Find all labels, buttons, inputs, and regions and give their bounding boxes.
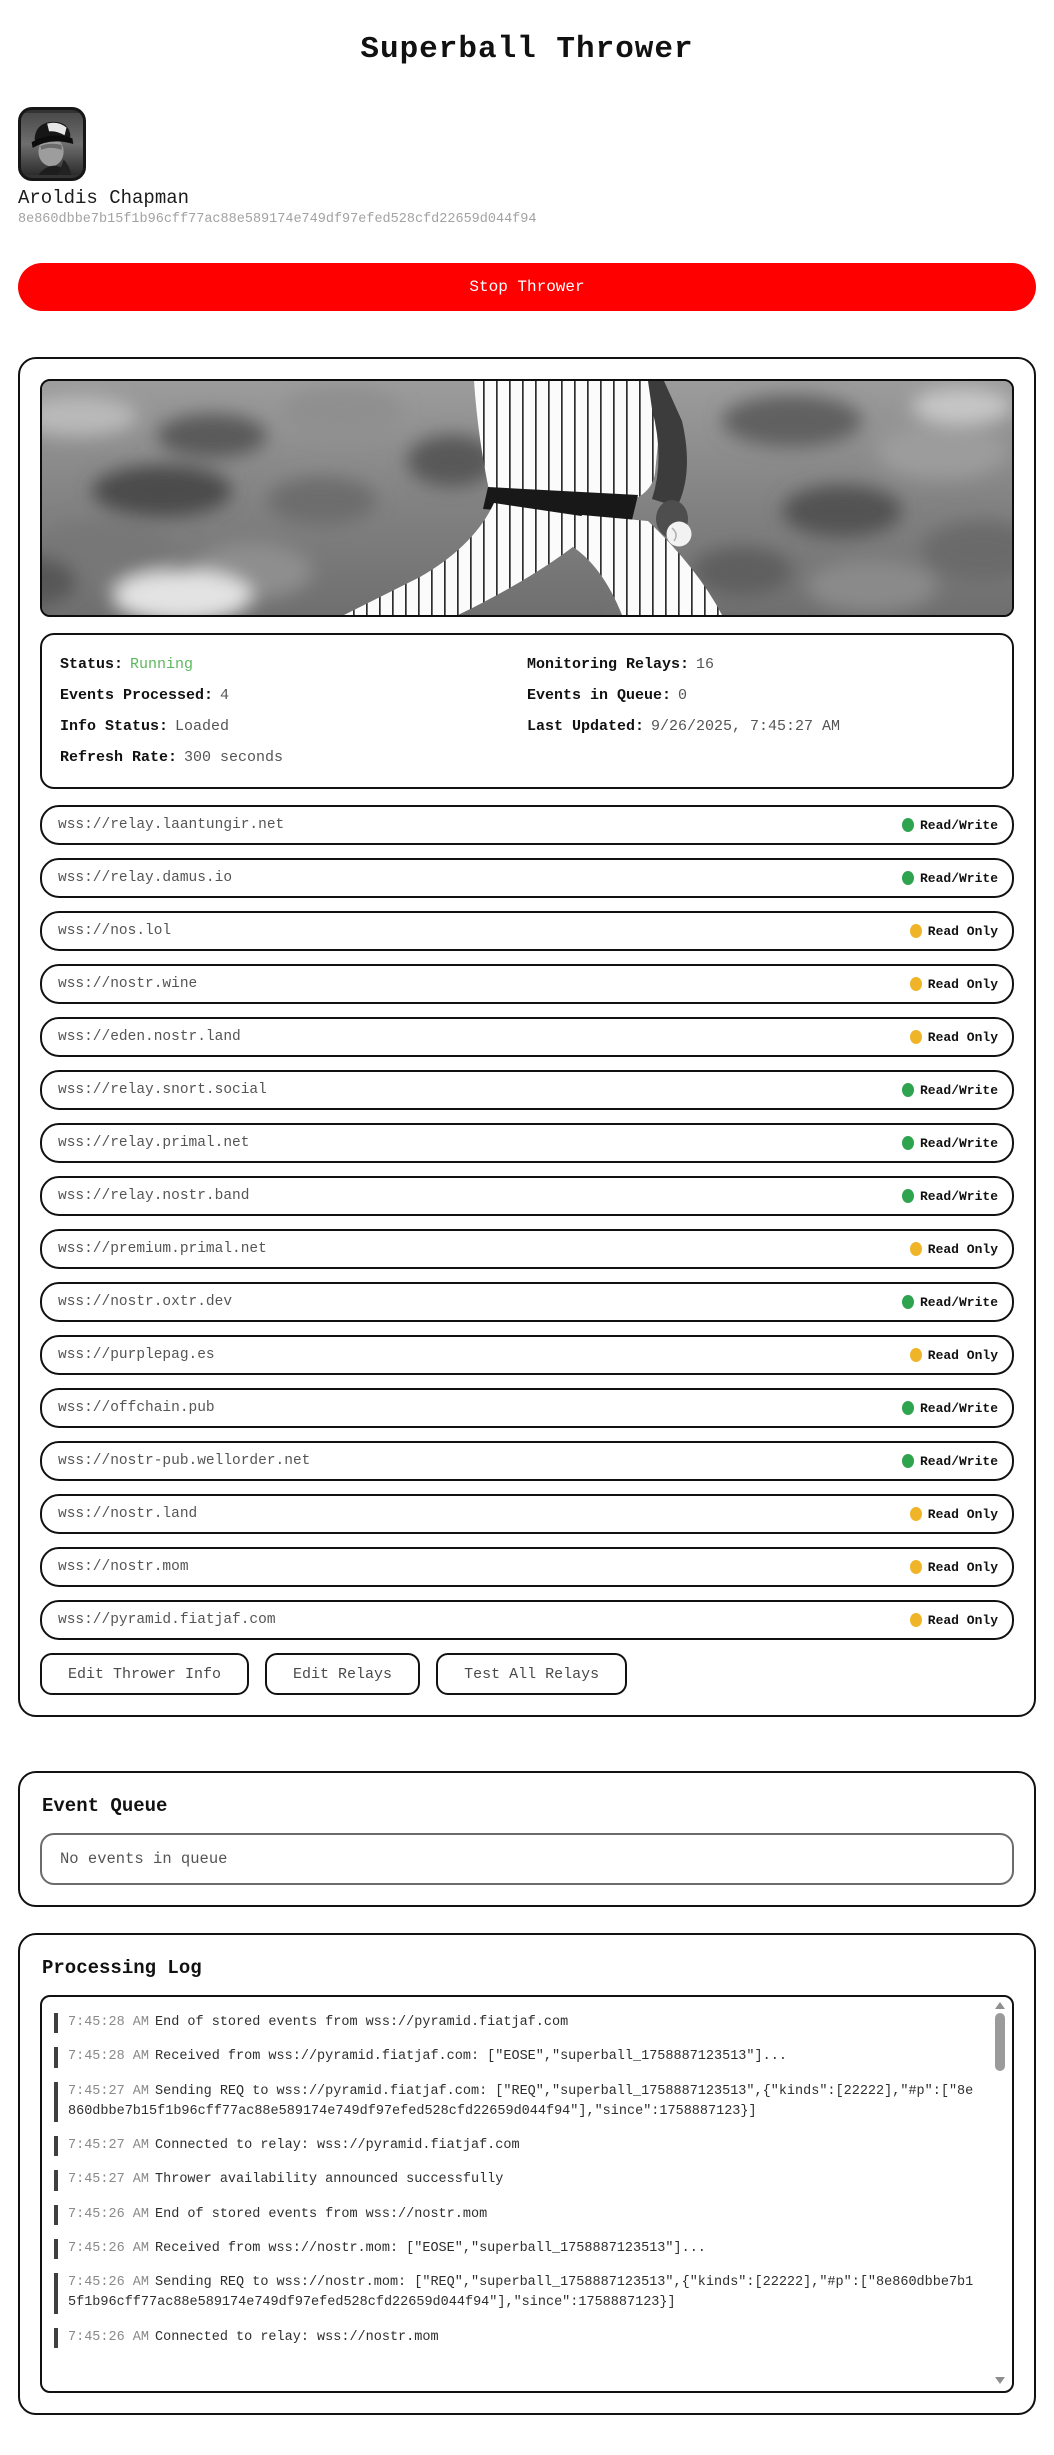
relay-row (40, 858, 1014, 898)
relay-access-badge (910, 1030, 998, 1045)
processing-log-heading: Processing Log (42, 1957, 202, 1979)
log-entry-time: 7:45:27 AM (68, 2083, 150, 2099)
events-in-queue-value: 0 (678, 687, 688, 704)
last-updated-label: Last Updated: (527, 718, 645, 735)
relay-access-label: Read Only (927, 1506, 998, 1522)
log-entry-message: Connected to relay: wss://nostr.mom (155, 2329, 439, 2345)
relay-access-label: Read/Write (919, 1188, 998, 1204)
scrollbar-thumb[interactable] (995, 2013, 1005, 2071)
status-summary-box (40, 633, 1014, 789)
profile-section (18, 107, 1036, 227)
relay-status-dot-icon (902, 1454, 914, 1468)
log-entry-message: Sending REQ to wss://nostr.mom: ["REQ","superball_1758887123513",{"kinds":[22222],"#p":["8e860dbbe7b15f1b96cff77ac88e589174e749df97efed528cfd22659d044f94"],"since":1758887123}] (68, 2275, 974, 2311)
relay-row (40, 1282, 1014, 1322)
relay-url: wss://nostr-pub.wellorder.net (58, 1453, 311, 1469)
relay-row (40, 911, 1014, 951)
events-processed-label: Events Processed: (60, 687, 214, 704)
relay-row (40, 964, 1014, 1004)
relay-access-badge (902, 1401, 998, 1416)
relay-url: wss://purplepag.es (58, 1347, 215, 1363)
log-entry-message: Sending REQ to wss://pyramid.fiatjaf.com: ["REQ","superball_1758887123513",{"kinds":[22222],"#p":["8e860dbbe7b15f1b96cff77ac88e589174e749df97efed528cfd22659d044f94"],"since":1758887123}] (68, 2083, 974, 2119)
scroll-down-arrow-icon[interactable] (995, 2377, 1005, 2384)
relay-access-badge (902, 1295, 998, 1310)
relay-access-label: Read Only (927, 1612, 998, 1628)
relay-access-label: Read Only (927, 1347, 998, 1363)
info-status-label: Info Status: (60, 718, 169, 735)
events-in-queue-label: Events in Queue: (527, 687, 672, 704)
relay-access-label: Read/Write (919, 1294, 998, 1310)
stop-thrower-button[interactable]: Stop Thrower (18, 263, 1036, 311)
thrower-photo (40, 379, 1014, 617)
log-entry-time: 7:45:26 AM (68, 2275, 150, 2290)
relay-access-badge (902, 871, 998, 886)
edit-thrower-info-button[interactable]: Edit Thrower Info (40, 1653, 249, 1695)
relay-status-dot-icon (910, 1242, 922, 1256)
log-entry-message: End of stored events from wss://pyramid.fiatjaf.com (155, 2015, 569, 2030)
log-scrollbar[interactable] (992, 1999, 1008, 2389)
relay-access-badge (902, 1454, 998, 1469)
relay-status-dot-icon (902, 1189, 914, 1203)
relay-access-badge (910, 1613, 998, 1628)
monitoring-relays-value: 16 (696, 656, 715, 673)
profile-pubkey: 8e860dbbe7b15f1b96cff77ac88e589174e749df97efed528cfd22659d044f94 (18, 212, 537, 227)
log-entry-time: 7:45:26 AM (68, 2240, 150, 2256)
test-all-relays-button[interactable]: Test All Relays (436, 1653, 627, 1695)
relay-status-dot-icon (910, 1613, 922, 1627)
relay-access-badge (902, 1189, 998, 1204)
relay-access-label: Read Only (927, 1029, 998, 1045)
relay-url: wss://pyramid.fiatjaf.com (58, 1612, 276, 1628)
log-entry (54, 2013, 978, 2033)
relay-access-label: Read/Write (919, 1453, 998, 1469)
relay-url: wss://relay.primal.net (58, 1135, 250, 1151)
info-status-field (60, 718, 527, 735)
relay-access-label: Read/Write (919, 1082, 998, 1098)
relay-status-dot-icon (910, 977, 922, 991)
log-entry (54, 2170, 978, 2190)
relay-url: wss://offchain.pub (58, 1400, 215, 1416)
relay-row (40, 1229, 1014, 1269)
relay-access-label: Read/Write (919, 870, 998, 886)
relay-access-badge (902, 1136, 998, 1151)
relay-access-badge (910, 1560, 998, 1575)
relay-url: wss://relay.nostr.band (58, 1188, 250, 1204)
relay-row (40, 1123, 1014, 1163)
refresh-rate-field (60, 749, 527, 766)
relay-access-badge (910, 924, 998, 939)
relay-row (40, 1441, 1014, 1481)
relay-status-dot-icon (902, 818, 914, 832)
relay-row (40, 1176, 1014, 1216)
event-queue-heading: Event Queue (42, 1795, 168, 1817)
page-title: Superball Thrower (360, 32, 694, 67)
log-entry-time: 7:45:26 AM (68, 2329, 150, 2345)
relay-row (40, 1335, 1014, 1375)
info-status-value: Loaded (175, 718, 230, 735)
relay-access-label: Read Only (927, 923, 998, 939)
log-entry (54, 2273, 978, 2314)
events-processed-field (60, 687, 527, 704)
refresh-rate-label: Refresh Rate: (60, 749, 178, 766)
status-field (60, 656, 527, 673)
events-in-queue-field (527, 687, 994, 704)
relay-status-dot-icon (910, 1560, 922, 1574)
relay-row (40, 1017, 1014, 1057)
relay-url: wss://relay.laantungir.net (58, 817, 285, 833)
relay-access-label: Read/Write (919, 1400, 998, 1416)
relay-url: wss://nostr.wine (58, 976, 198, 992)
relay-url: wss://relay.snort.social (58, 1082, 267, 1098)
refresh-rate-value: 300 seconds (184, 749, 284, 766)
log-entry-time: 7:45:27 AM (68, 2172, 150, 2188)
relay-access-badge (902, 1083, 998, 1098)
relay-row (40, 1494, 1014, 1534)
log-entry (54, 2047, 978, 2067)
events-processed-value: 4 (220, 687, 230, 704)
event-queue-panel (18, 1771, 1036, 1907)
thrower-status-panel (18, 357, 1036, 1717)
relay-access-badge (910, 977, 998, 992)
last-updated-value: 9/26/2025, 7:45:27 AM (651, 718, 841, 735)
relay-url: wss://relay.damus.io (58, 870, 233, 886)
relay-status-dot-icon (902, 1401, 914, 1415)
relay-access-label: Read Only (927, 1241, 998, 1257)
log-entry (54, 2136, 978, 2156)
status-label: Status: (60, 656, 124, 673)
log-entry-message: Received from wss://pyramid.fiatjaf.com: ["EOSE","superball_1758887123513"]... (155, 2049, 787, 2065)
log-entry-message: Connected to relay: wss://pyramid.fiatjaf.com (155, 2138, 520, 2153)
scroll-up-arrow-icon[interactable] (995, 2002, 1005, 2009)
event-queue-empty-box: No events in queue (40, 1833, 1014, 1885)
relay-url: wss://premium.primal.net (58, 1241, 267, 1257)
log-entry-message: End of stored events from wss://nostr.mom (155, 2206, 488, 2222)
log-entry-time: 7:45:27 AM (68, 2138, 150, 2153)
relay-status-dot-icon (902, 871, 914, 885)
processing-log-panel (18, 1933, 1036, 2415)
log-entry-message: Thrower availability announced successfully (155, 2172, 504, 2188)
log-entry (54, 2328, 978, 2348)
relay-access-label: Read/Write (919, 1135, 998, 1151)
relay-status-dot-icon (910, 1507, 922, 1521)
log-entry (54, 2082, 978, 2123)
log-entry-time: 7:45:28 AM (68, 2049, 150, 2065)
profile-name: Aroldis Chapman (18, 187, 190, 209)
log-entry-time: 7:45:28 AM (68, 2015, 150, 2030)
relay-access-label: Read Only (927, 1559, 998, 1575)
relay-access-label: Read Only (927, 976, 998, 992)
log-entry-message: Received from wss://nostr.mom: ["EOSE","superball_1758887123513"]... (155, 2240, 706, 2256)
relay-status-dot-icon (902, 1136, 914, 1150)
relay-url: wss://nos.lol (58, 923, 172, 939)
baseball-pitcher-graphic (42, 381, 1012, 615)
log-entry-time: 7:45:26 AM (68, 2206, 150, 2222)
relay-status-dot-icon (910, 1348, 922, 1362)
relay-row (40, 1070, 1014, 1110)
relay-actions (40, 1653, 1014, 1695)
monitoring-relays-label: Monitoring Relays: (527, 656, 690, 673)
relay-url: wss://eden.nostr.land (58, 1029, 241, 1045)
relay-access-badge (910, 1507, 998, 1522)
log-entry (54, 2205, 978, 2225)
edit-relays-button[interactable]: Edit Relays (265, 1653, 420, 1695)
relay-row (40, 1547, 1014, 1587)
status-value: Running (130, 656, 194, 673)
avatar (18, 107, 86, 181)
relay-row (40, 1388, 1014, 1428)
monitoring-relays-field (527, 656, 994, 673)
relay-status-dot-icon (902, 1083, 914, 1097)
relay-url: wss://nostr.oxtr.dev (58, 1294, 233, 1310)
relay-status-dot-icon (910, 1030, 922, 1044)
relay-access-badge (910, 1242, 998, 1257)
relay-url: wss://nostr.mom (58, 1559, 189, 1575)
relay-status-dot-icon (902, 1295, 914, 1309)
relay-row (40, 805, 1014, 845)
log-entries (54, 2013, 978, 2348)
avatar-portrait-graphic (21, 110, 83, 178)
relay-url: wss://nostr.land (58, 1506, 198, 1522)
relay-list (40, 805, 1014, 1640)
relay-access-badge (902, 818, 998, 833)
relay-status-dot-icon (910, 924, 922, 938)
relay-access-badge (910, 1348, 998, 1363)
processing-log-scroll-area[interactable] (40, 1995, 1014, 2393)
relay-access-label: Read/Write (919, 817, 998, 833)
log-entry (54, 2239, 978, 2259)
relay-row (40, 1600, 1014, 1640)
last-updated-field (527, 718, 994, 735)
